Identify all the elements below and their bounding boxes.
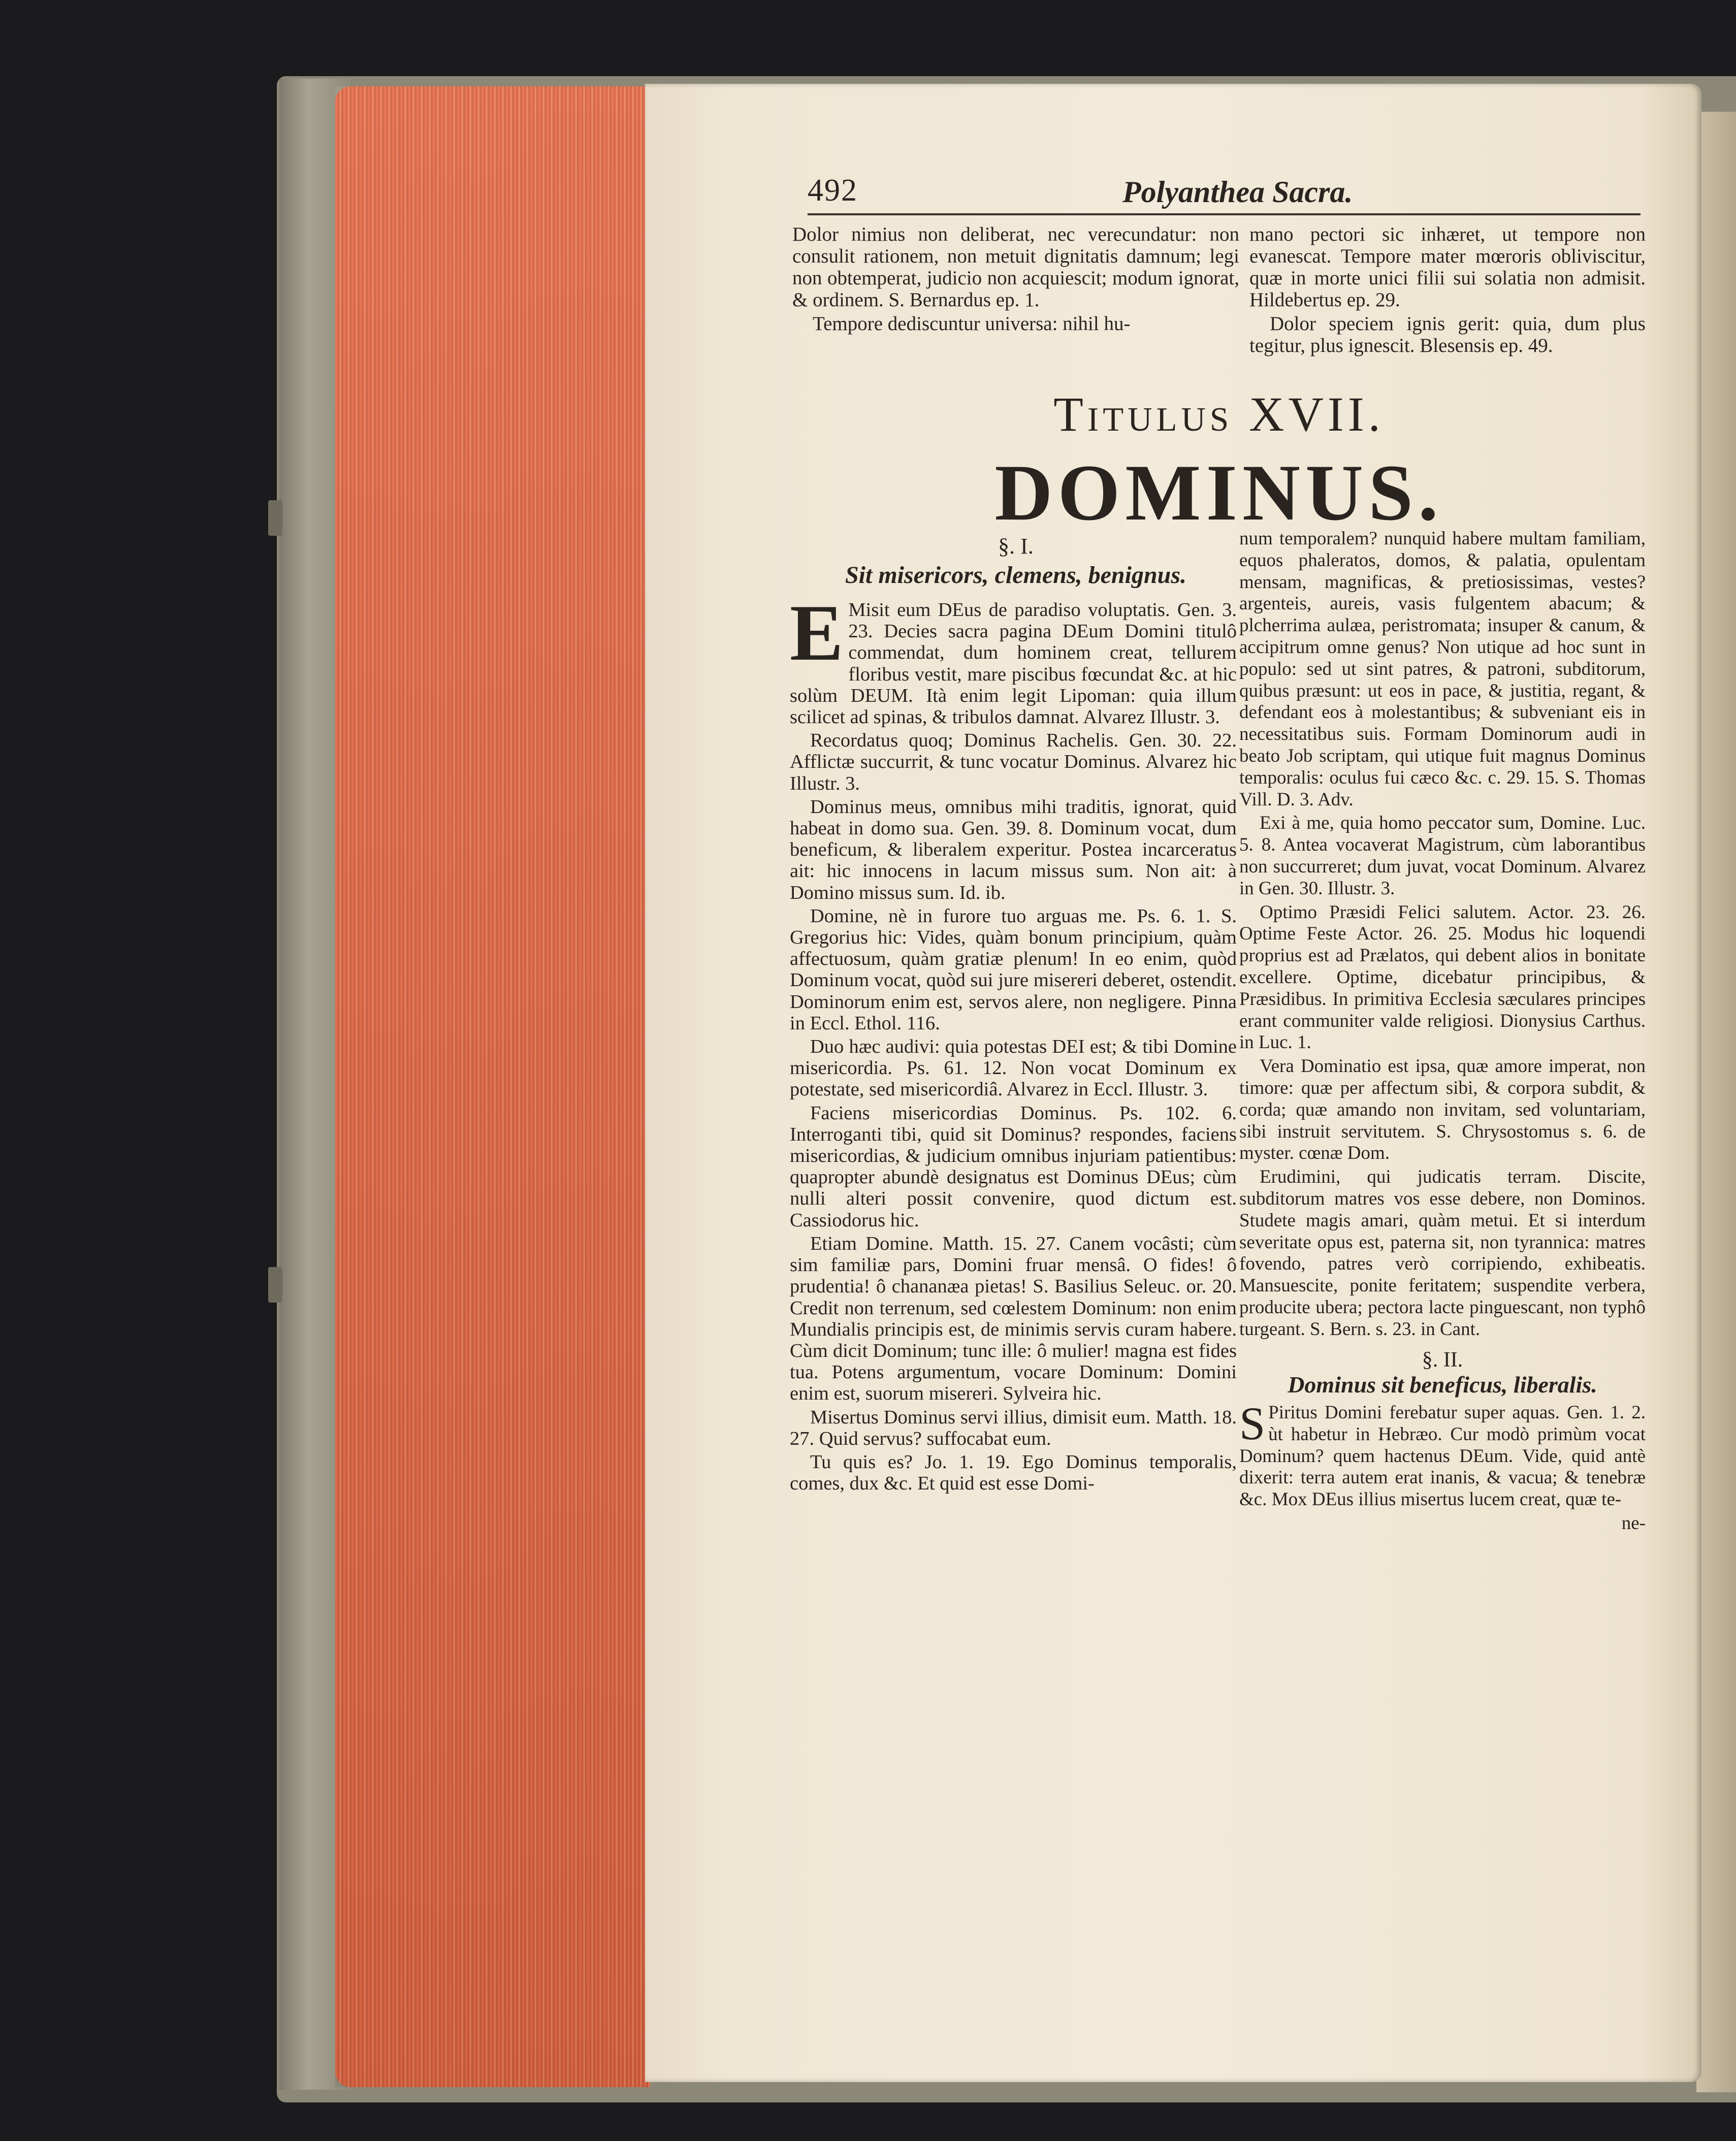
continuation-paragraph: Dolor nimius non deliberat, nec verecundatur: non consulit rationem, non metuit dignitatis damnum; legi non obtemperat, judicio non acquiescit; modum ignorat, & ordinem. S. Bernardus ep. 1.: [792, 223, 1239, 311]
drop-cap: E: [790, 589, 844, 677]
paragraph: Dominus meus, omnibus mihi traditis, ignorat, quid habeat in domo sua. Gen. 39. 8. Dominum vocat, dum beneficum, & liberalem experitur. Postea incarceratus ait: hic innocens in lacum missus sum. Non ait: à Domino missus sum. Id. ib.: [790, 796, 1237, 903]
paragraph: [790, 589, 1237, 728]
paragraph: Vera Dominatio est ipsa, quæ amore imperat, non timore: quæ per affectum sibi, & corpora subdit, & corda; quæ amando non invitam, sed voluntariam, sibi instruit servitutem. S. Chrysostomus s. 6. de myster. cœnæ Dom.: [1239, 1056, 1646, 1164]
continuation-paragraph: Tempore dediscuntur universa: nihil hu-: [813, 313, 1131, 335]
catchword: ne-: [1621, 1513, 1646, 1534]
title-titulus: Titulus XVII.: [1053, 387, 1385, 441]
facing-page-edge: [1696, 112, 1736, 2092]
paragraph: Optimo Præsidi Felici salutem. Actor. 23. 26. Optime Feste Actor. 26. 25. Modus hic loquendi proprius est ad Prælatos, qui debent alios in bonitate excellere. Optime, dicebatur principibus, & Præsidibus. In primitiva Ecclesia sæculares principes erant communiter valde religiosi. Dionysius Carthus. in Luc. 1.: [1239, 901, 1646, 1053]
drop-cap: S: [1239, 1398, 1266, 1450]
section-mark: §. II.: [1422, 1348, 1463, 1372]
paragraph: Misertus Dominus servi illius, dimisit eum. Matth. 18. 27. Quid servus? suffocabat eum.: [790, 1406, 1237, 1449]
paragraph: Tu quis es? Jo. 1. 19. Ego Dominus temporalis, comes, dux &c. Et quid est esse Domi-: [790, 1451, 1237, 1495]
section-mark: §. I.: [998, 534, 1034, 559]
paragraph-text: Misit eum DEus de paradiso voluptatis. Gen. 3. 23. Decies sacra pagina DEum Domini titulô commendat, dum hominem creat, tellurem floribus vestit, mare piscibus fœcundat &c. at hic solùm DEUM. Ità enim legit Lipoman: quia illum scilicet ad spinas, & tribulos damnat. Alvarez Illustr. 3.: [790, 599, 1237, 728]
section-subtitle: Dominus sit beneficus, liberalis.: [1288, 1372, 1597, 1398]
continuation-right-column: [1249, 223, 1646, 359]
paragraph: [1239, 1398, 1646, 1511]
page-header: [808, 173, 1641, 213]
paragraph: num temporalem? nunquid habere multam familiam, equos phaleratos, domos, & palatia, opulentam mensam, magnificas, & pretiosissimas, vestes? argenteis, aureis, vasis fulgentem abacum; & plcherrima aulæa, peristromata; insuper & canum, & accipitrum omne genus? Non utique ad hoc sunt in populo: sed ut sint patres, & patroni, subditorum, quibus præsunt: ut eos in pace, & justitia, regant, & defendant eos à molestantibus; & subveniant eis in necessitatibus suis. Formam Dominorum audi in beato Job scriptam, qui utique fuit magnus Dominus temporalis: oculus fui cæco &c. c. 29. 15. S. Thomas Vill. D. 3. Adv.: [1239, 528, 1646, 810]
paragraph: Erudimini, qui judicatis terram. Discite, subditorum matres vos esse debere, non Dominos. Studete magis amari, quàm metui. Et si interdum severitate opus est, paterna sit, non tyrannica: matres fovendo, patres verò corripiendo, exhibeatis. Mansuescite, ponite feritatem; suspendite verbera, producite ubera; pectora lacte pinguescant, non typhô turgeant. S. Bern. s. 23. in Cant.: [1239, 1166, 1646, 1340]
header-rule: [808, 213, 1641, 215]
continuation-paragraph: Dolor speciem ignis gerit: quia, dum plus tegitur, plus ignescit. Blesensis ep. 49.: [1249, 313, 1646, 356]
paragraph: Domine, nè in furore tuo arguas me. Ps. 6. 1. S. Gregorius hic: Vides, quàm bonum principium, quàm affectuosum, quàm gratiæ plenum! In eo enim, quòd Dominum vocat, quòd sui jure misereri deberet, ostendit. Dominorum enim est, servos alere, non negligere. Pinna in Eccl. Ethol. 116.: [790, 905, 1237, 1034]
page-number: 492: [808, 173, 858, 208]
running-title: Polyanthea Sacra.: [1122, 175, 1353, 209]
main-left-column: [790, 589, 1237, 1496]
paragraph: Faciens misericordias Dominus. Ps. 102. 6. Interroganti tibi, quid sit Dominus? respondes, faciens misericordias, & judicium omnibus injuriam patientibus: quapropter abundè designatus est Dominus DEus; cùm nulli alteri possit convenire, quod dictum est. Cassiodorus hic.: [790, 1102, 1237, 1231]
section-subtitle: Sit misericors, clemens, benignus.: [845, 562, 1187, 589]
paragraph: Etiam Domine. Matth. 15. 27. Canem vocâsti; cùm sim familiæ pars, Domini fruar mensâ. O fides! ô prudentia! ô chananæa pietas! S. Basilius Seleuc. or. 20. Credit non terrenum, sed cœlestem Dominum: non enim Mundialis principis est, de minimis servis curam habere. Cùm dicit Dominum; tunc ille: ô mulier! magna est fides tua. Potens argumentum, vocare Dominum: Domini enim est, suorum misereri. Sylveira hic.: [790, 1232, 1237, 1405]
paragraph-text: Piritus Domini ferebatur super aquas. Gen. 1. 2. ùt habetur in Hebræo. Cur modò primùm vocat Dominum? quem hactenus DEum. Vide, quid antè dixerit: terra autem erat inanis, & vacua; & tenebræ &c. Mox DEus illius misertus lucem creat, quæ te-: [1239, 1402, 1646, 1510]
clasp-top: [268, 500, 282, 536]
paragraph: Recordatus quoq; Dominus Rachelis. Gen. 30. 22. Afflictæ succurrit, & tunc vocatur Dominus. Alvarez hic Illustr. 3.: [790, 730, 1237, 794]
paragraph: Exi à me, quia homo peccator sum, Domine. Luc. 5. 8. Antea vocaverat Magistrum, cùm laborantibus non succurreret; dum juvat, vocat Dominum. Alvarez in Gen. 30. Illustr. 3.: [1239, 813, 1646, 899]
page-block-edge: [335, 86, 650, 2087]
clasp-bottom: [268, 1267, 282, 1303]
paragraph: Duo hæc audivi: quia potestas DEI est; & tibi Domine misericordia. Ps. 61. 12. Non vocat Dominum ex potestate, sed misericordiâ. Alvarez in Eccl. Illustr. 3.: [790, 1036, 1237, 1100]
main-right-column: [1239, 528, 1646, 1535]
continuation-left-column: [792, 223, 1239, 337]
title-heading: DOMINUS.: [994, 448, 1443, 537]
continuation-paragraph: mano pectori sic inhæret, ut tempore non evanescat. Tempore mater mœroris obliviscitur, quæ in morte unici filii sui solatia non admisit. Hildebertus ep. 29.: [1249, 223, 1646, 311]
